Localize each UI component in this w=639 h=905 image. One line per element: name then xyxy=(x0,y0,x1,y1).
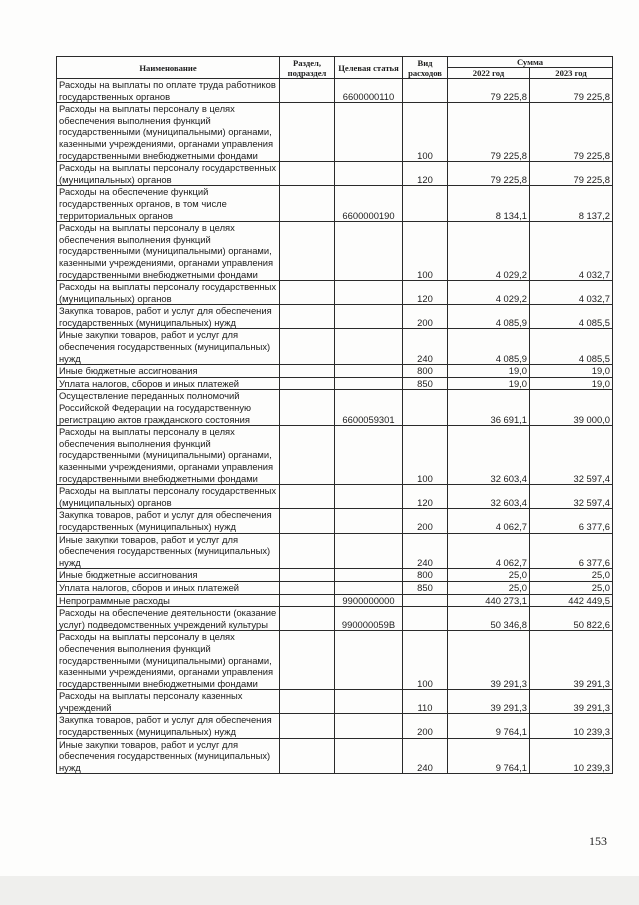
row-target-cell: 6600000110 xyxy=(335,79,403,103)
row-name-cell: Осуществление переданных полномочий Российской Федерации на государственную регистрацию актов гражданского состояния xyxy=(57,390,280,426)
table-row xyxy=(57,222,613,281)
row-section-cell xyxy=(280,714,335,738)
row-amount-2022-cell: 4 085,9 xyxy=(448,305,530,329)
row-amount-2023-cell: 10 239,3 xyxy=(530,738,613,774)
row-amount-2022-cell: 39 291,3 xyxy=(448,690,530,714)
row-name-cell: Расходы на выплаты персоналу в целях обеспечения выполнения функций государственными (муниципальными) органами, казенными учреждениями, органами управления государственными внебюджетными фондами xyxy=(57,631,280,690)
row-amount-2023-cell: 10 239,3 xyxy=(530,714,613,738)
row-name-cell: Расходы на обеспечение деятельности (оказание услуг) подведомственных учреждений культуры xyxy=(57,607,280,631)
row-name-cell: Расходы на выплаты персоналу казенных учреждений xyxy=(57,690,280,714)
table-row xyxy=(57,738,613,774)
row-amount-2023-cell: 79 225,8 xyxy=(530,79,613,103)
table-row xyxy=(57,329,613,365)
row-name-cell: Иные закупки товаров, работ и услуг для обеспечения государственных (муниципальных) нужд xyxy=(57,329,280,365)
row-target-cell xyxy=(335,103,403,162)
row-amount-2023-cell: 50 822,6 xyxy=(530,607,613,631)
row-name-cell: Расходы на выплаты по оплате труда работников государственных органов xyxy=(57,79,280,103)
row-section-cell xyxy=(280,426,335,485)
row-section-cell xyxy=(280,594,335,607)
row-name-cell: Закупка товаров, работ и услуг для обеспечения государственных (муниципальных) нужд xyxy=(57,714,280,738)
row-target-cell: 990000059В xyxy=(335,607,403,631)
row-amount-2023-cell: 25,0 xyxy=(530,581,613,594)
row-type-cell: 800 xyxy=(403,569,448,582)
row-amount-2023-cell: 6 377,6 xyxy=(530,533,613,569)
row-type-cell: 120 xyxy=(403,281,448,305)
row-amount-2023-cell: 4 032,7 xyxy=(530,281,613,305)
row-section-cell xyxy=(280,186,335,222)
row-name-cell: Расходы на выплаты персоналу в целях обеспечения выполнения функций государственными (муниципальными) органами, казенными учреждениями, органами управления государственными внебюджетными фондами xyxy=(57,222,280,281)
row-target-cell xyxy=(335,162,403,186)
row-section-cell xyxy=(280,485,335,509)
row-amount-2023-cell: 32 597,4 xyxy=(530,485,613,509)
table-row xyxy=(57,305,613,329)
row-type-cell: 240 xyxy=(403,738,448,774)
table-row xyxy=(57,509,613,533)
row-amount-2023-cell: 32 597,4 xyxy=(530,426,613,485)
row-type-cell: 240 xyxy=(403,329,448,365)
table-row xyxy=(57,485,613,509)
page-number: 153 xyxy=(589,834,607,848)
row-amount-2023-cell: 25,0 xyxy=(530,569,613,582)
row-amount-2023-cell: 39 291,3 xyxy=(530,631,613,690)
row-amount-2022-cell: 32 603,4 xyxy=(448,485,530,509)
table-row xyxy=(57,594,613,607)
row-name-cell: Уплата налогов, сборов и иных платежей xyxy=(57,581,280,594)
row-amount-2022-cell: 32 603,4 xyxy=(448,426,530,485)
row-amount-2023-cell: 4 085,5 xyxy=(530,305,613,329)
row-amount-2022-cell: 50 346,8 xyxy=(448,607,530,631)
row-amount-2023-cell: 4 032,7 xyxy=(530,222,613,281)
row-name-cell: Закупка товаров, работ и услуг для обеспечения государственных (муниципальных) нужд xyxy=(57,305,280,329)
row-amount-2023-cell: 442 449,5 xyxy=(530,594,613,607)
row-amount-2022-cell: 4 029,2 xyxy=(448,281,530,305)
row-type-cell: 850 xyxy=(403,377,448,390)
row-amount-2022-cell: 25,0 xyxy=(448,569,530,582)
row-amount-2022-cell: 79 225,8 xyxy=(448,103,530,162)
row-target-cell xyxy=(335,222,403,281)
row-amount-2022-cell: 19,0 xyxy=(448,377,530,390)
row-target-cell xyxy=(335,485,403,509)
header-section: Раздел, подраздел xyxy=(280,57,335,79)
row-target-cell xyxy=(335,631,403,690)
table-row xyxy=(57,281,613,305)
row-type-cell xyxy=(403,79,448,103)
row-name-cell: Иные закупки товаров, работ и услуг для обеспечения государственных (муниципальных) нужд xyxy=(57,738,280,774)
row-name-cell: Расходы на выплаты персоналу в целях обеспечения выполнения функций государственными (муниципальными) органами, казенными учреждениями, органами управления государственными внебюджетными фондами xyxy=(57,426,280,485)
row-section-cell xyxy=(280,738,335,774)
row-target-cell xyxy=(335,581,403,594)
row-section-cell xyxy=(280,162,335,186)
row-amount-2023-cell: 6 377,6 xyxy=(530,509,613,533)
table-row xyxy=(57,607,613,631)
row-section-cell xyxy=(280,281,335,305)
row-name-cell: Иные бюджетные ассигнования xyxy=(57,365,280,378)
row-section-cell xyxy=(280,305,335,329)
row-name-cell: Расходы на выплаты персоналу государственных (муниципальных) органов xyxy=(57,485,280,509)
table-row xyxy=(57,581,613,594)
row-amount-2023-cell: 39 000,0 xyxy=(530,390,613,426)
table-row xyxy=(57,186,613,222)
row-type-cell xyxy=(403,186,448,222)
row-target-cell: 6600000190 xyxy=(335,186,403,222)
row-target-cell xyxy=(335,738,403,774)
table-row xyxy=(57,714,613,738)
table-row xyxy=(57,390,613,426)
row-type-cell: 800 xyxy=(403,365,448,378)
table-row xyxy=(57,690,613,714)
row-type-cell: 100 xyxy=(403,426,448,485)
row-type-cell: 100 xyxy=(403,103,448,162)
row-type-cell: 120 xyxy=(403,162,448,186)
table-row xyxy=(57,426,613,485)
header-sum: Сумма xyxy=(448,57,613,68)
row-section-cell xyxy=(280,365,335,378)
row-target-cell xyxy=(335,329,403,365)
row-name-cell: Расходы на выплаты персоналу государственных (муниципальных) органов xyxy=(57,281,280,305)
row-name-cell: Иные бюджетные ассигнования xyxy=(57,569,280,582)
row-amount-2022-cell: 4 062,7 xyxy=(448,509,530,533)
row-section-cell xyxy=(280,103,335,162)
row-section-cell xyxy=(280,533,335,569)
row-name-cell: Уплата налогов, сборов и иных платежей xyxy=(57,377,280,390)
row-section-cell xyxy=(280,690,335,714)
row-section-cell xyxy=(280,222,335,281)
scan-bottom-margin xyxy=(0,876,639,905)
row-section-cell xyxy=(280,377,335,390)
row-target-cell: 9900000000 xyxy=(335,594,403,607)
row-target-cell xyxy=(335,377,403,390)
row-target-cell xyxy=(335,533,403,569)
row-amount-2023-cell: 19,0 xyxy=(530,377,613,390)
row-type-cell xyxy=(403,607,448,631)
row-name-cell: Расходы на выплаты персоналу в целях обеспечения выполнения функций государственными (муниципальными) органами, казенными учреждениями, органами управления государственными внебюджетными фондами xyxy=(57,103,280,162)
row-type-cell: 850 xyxy=(403,581,448,594)
row-target-cell xyxy=(335,281,403,305)
row-target-cell xyxy=(335,426,403,485)
row-type-cell xyxy=(403,390,448,426)
row-amount-2023-cell: 8 137,2 xyxy=(530,186,613,222)
row-amount-2023-cell: 79 225,8 xyxy=(530,162,613,186)
row-name-cell: Закупка товаров, работ и услуг для обеспечения государственных (муниципальных) нужд xyxy=(57,509,280,533)
row-type-cell: 200 xyxy=(403,714,448,738)
row-section-cell xyxy=(280,631,335,690)
table-body xyxy=(57,79,613,774)
row-target-cell xyxy=(335,714,403,738)
row-amount-2022-cell: 9 764,1 xyxy=(448,714,530,738)
header-type: Вид расходов xyxy=(403,57,448,79)
row-target-cell xyxy=(335,509,403,533)
row-amount-2022-cell: 8 134,1 xyxy=(448,186,530,222)
row-amount-2022-cell: 440 273,1 xyxy=(448,594,530,607)
row-target-cell xyxy=(335,365,403,378)
row-target-cell xyxy=(335,569,403,582)
row-target-cell xyxy=(335,305,403,329)
table-row xyxy=(57,365,613,378)
row-type-cell xyxy=(403,594,448,607)
row-amount-2022-cell: 9 764,1 xyxy=(448,738,530,774)
row-amount-2022-cell: 4 085,9 xyxy=(448,329,530,365)
row-section-cell xyxy=(280,509,335,533)
row-amount-2022-cell: 79 225,8 xyxy=(448,162,530,186)
table-row xyxy=(57,79,613,103)
row-type-cell: 100 xyxy=(403,631,448,690)
row-section-cell xyxy=(280,569,335,582)
row-type-cell: 200 xyxy=(403,509,448,533)
row-name-cell: Непрограммные расходы xyxy=(57,594,280,607)
header-target: Целевая статья xyxy=(335,57,403,79)
table-row xyxy=(57,631,613,690)
row-amount-2022-cell: 19,0 xyxy=(448,365,530,378)
row-name-cell: Расходы на обеспечение функций государственных органов, в том числе территориальных органов xyxy=(57,186,280,222)
row-type-cell: 100 xyxy=(403,222,448,281)
row-section-cell xyxy=(280,581,335,594)
row-amount-2022-cell: 39 291,3 xyxy=(448,631,530,690)
row-amount-2022-cell: 4 062,7 xyxy=(448,533,530,569)
row-name-cell: Иные закупки товаров, работ и услуг для обеспечения государственных (муниципальных) нужд xyxy=(57,533,280,569)
row-amount-2023-cell: 4 085,5 xyxy=(530,329,613,365)
row-section-cell xyxy=(280,390,335,426)
row-section-cell xyxy=(280,607,335,631)
row-section-cell xyxy=(280,329,335,365)
header-name: Наименование xyxy=(57,57,280,79)
row-name-cell: Расходы на выплаты персоналу государственных (муниципальных) органов xyxy=(57,162,280,186)
table-header xyxy=(57,57,613,79)
row-section-cell xyxy=(280,79,335,103)
row-amount-2022-cell: 79 225,8 xyxy=(448,79,530,103)
table-row xyxy=(57,569,613,582)
row-amount-2022-cell: 4 029,2 xyxy=(448,222,530,281)
row-amount-2023-cell: 19,0 xyxy=(530,365,613,378)
budget-table xyxy=(56,56,613,774)
row-amount-2022-cell: 36 691,1 xyxy=(448,390,530,426)
row-type-cell: 200 xyxy=(403,305,448,329)
row-amount-2023-cell: 79 225,8 xyxy=(530,103,613,162)
row-type-cell: 240 xyxy=(403,533,448,569)
table-row xyxy=(57,377,613,390)
table-row xyxy=(57,533,613,569)
header-year-2023: 2023 год xyxy=(530,68,613,79)
row-type-cell: 110 xyxy=(403,690,448,714)
row-type-cell: 120 xyxy=(403,485,448,509)
table-row xyxy=(57,162,613,186)
row-amount-2023-cell: 39 291,3 xyxy=(530,690,613,714)
row-target-cell: 6600059301 xyxy=(335,390,403,426)
row-target-cell xyxy=(335,690,403,714)
header-year-2022: 2022 год xyxy=(448,68,530,79)
row-amount-2022-cell: 25,0 xyxy=(448,581,530,594)
table-row xyxy=(57,103,613,162)
